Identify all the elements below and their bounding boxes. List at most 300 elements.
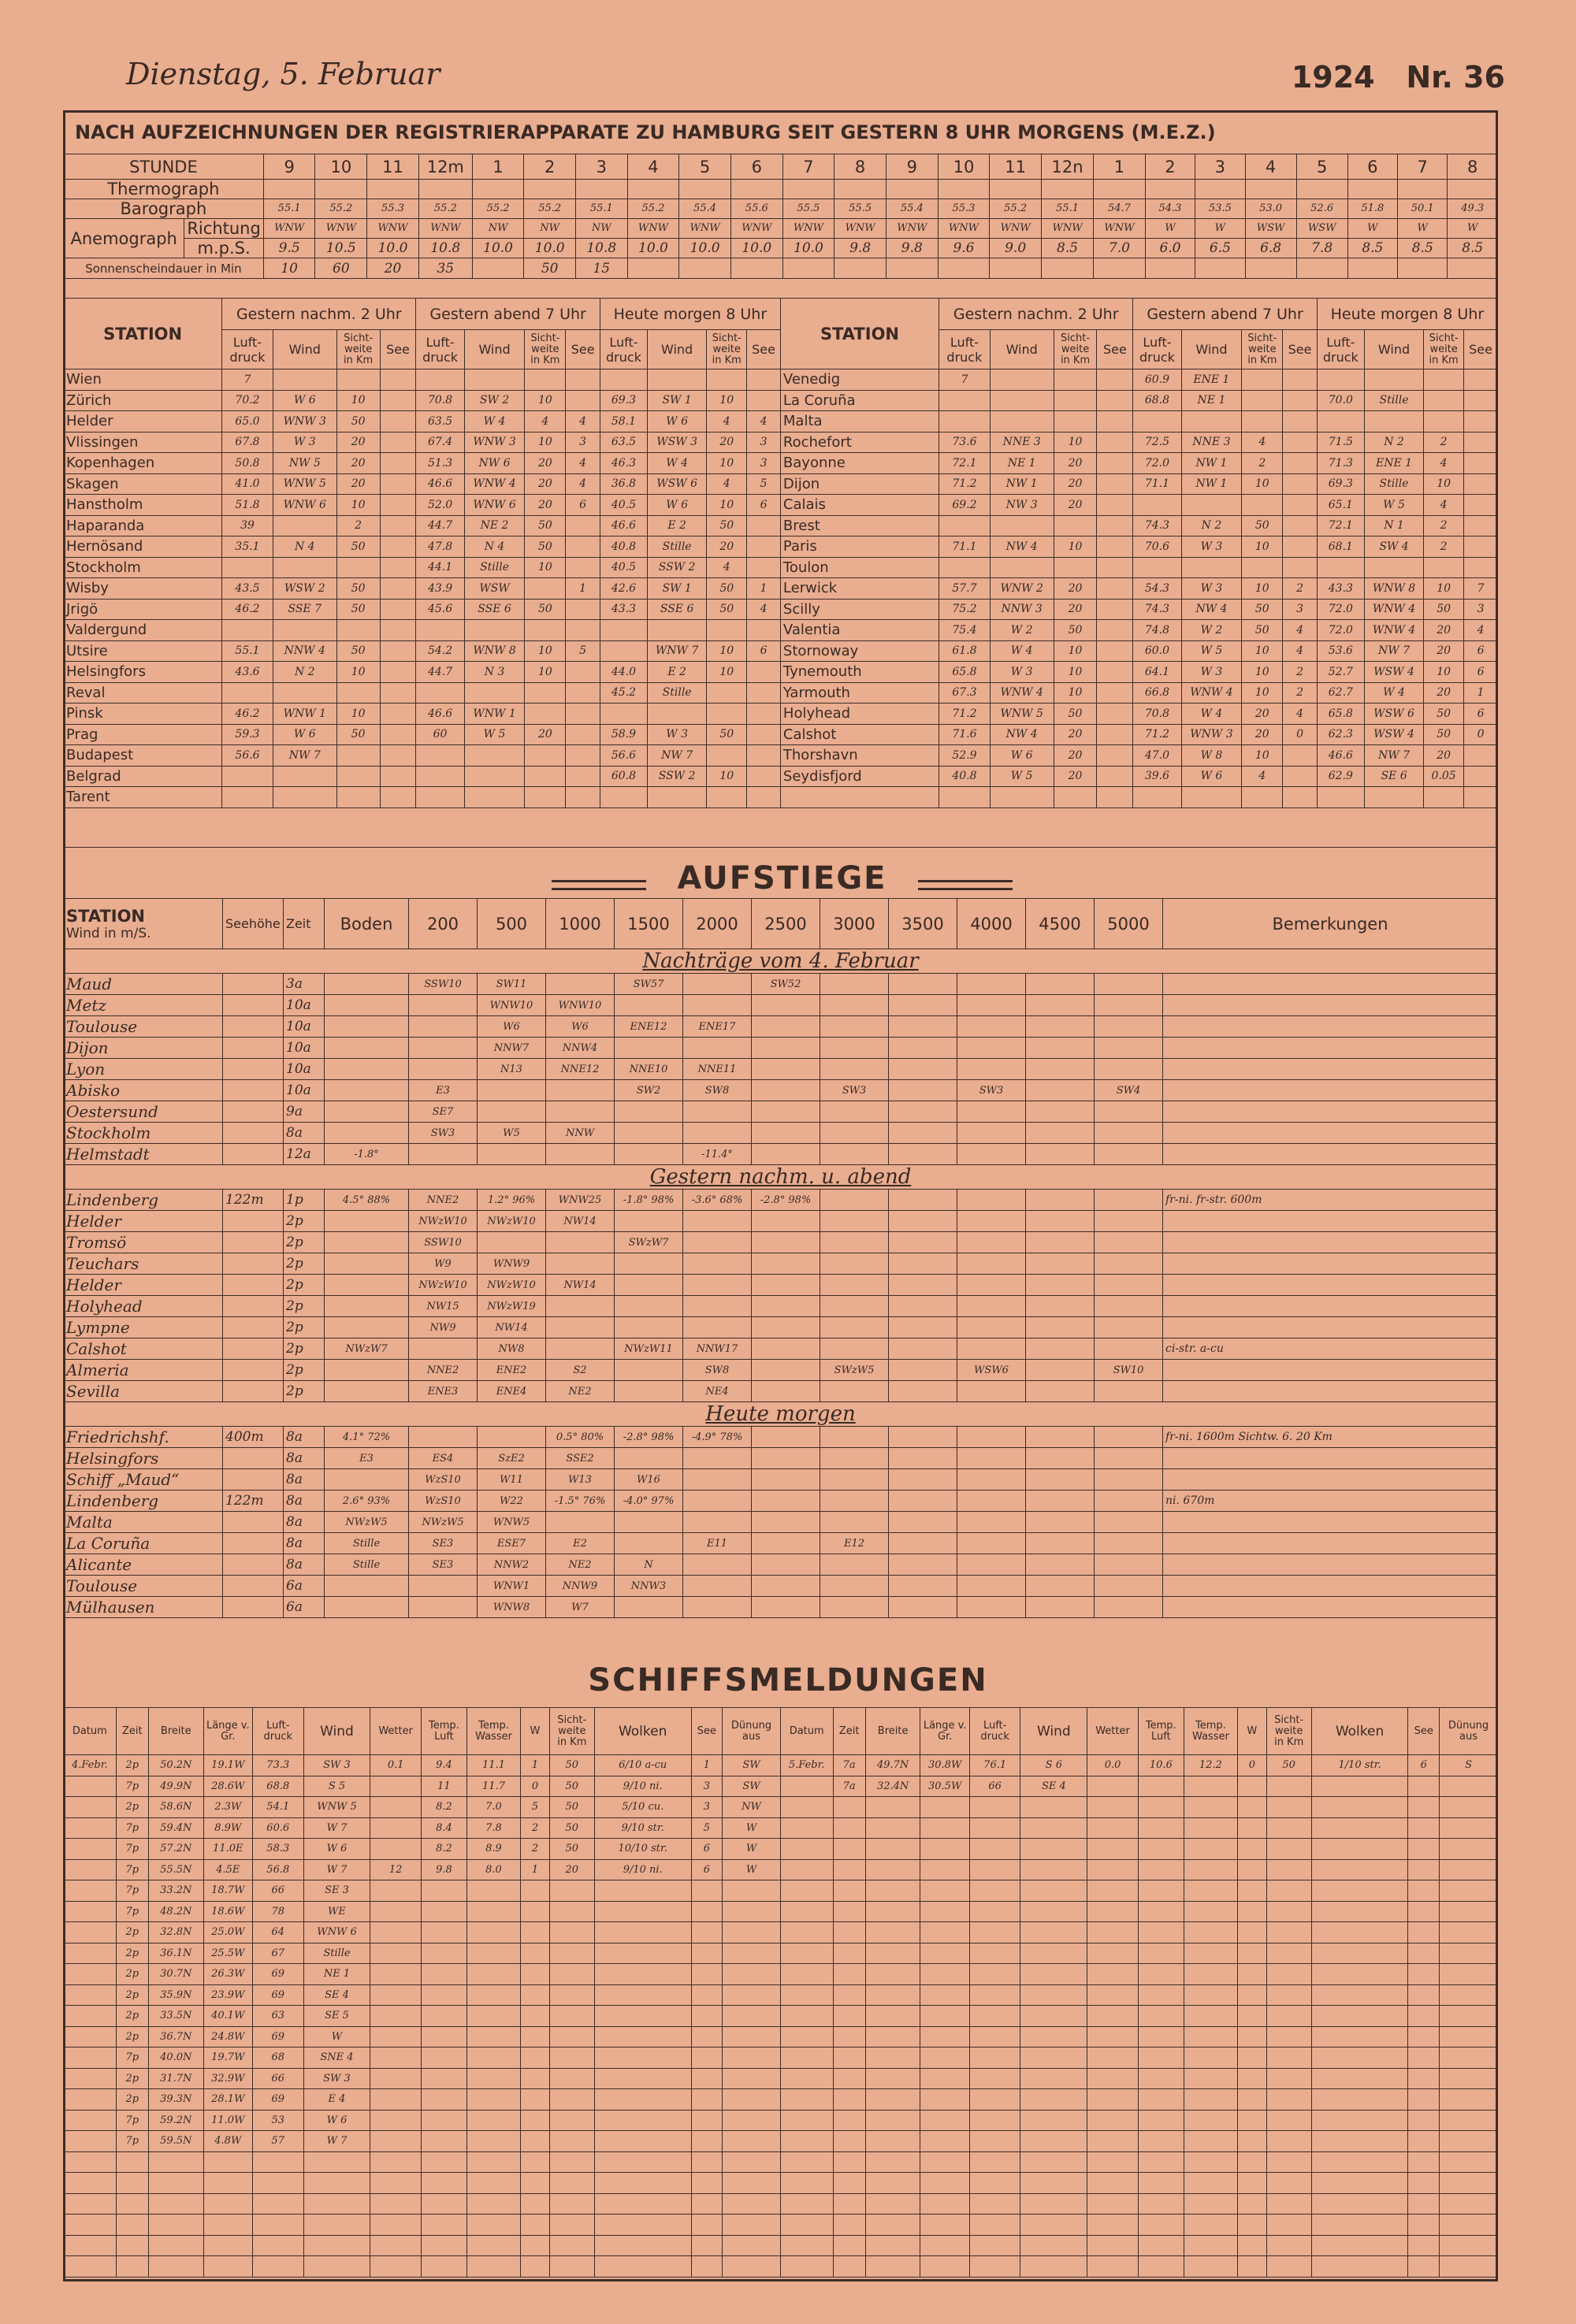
station-value — [525, 620, 566, 641]
schiff-value — [1184, 2193, 1237, 2214]
aufstieg-value — [615, 1360, 683, 1381]
schiff-value — [780, 1984, 833, 2006]
schiff-value — [521, 2151, 550, 2173]
subheader-sicht: Sicht-weite in Km — [1054, 330, 1097, 369]
station-value — [1242, 369, 1283, 391]
aufstieg-station: Schiff „Maud“ — [64, 1469, 223, 1491]
station-value — [464, 620, 525, 641]
schiff-value — [920, 2214, 969, 2236]
aufstieg-row — [64, 1448, 1498, 1469]
schiff-value: S 5 — [303, 1776, 370, 1797]
aufstieg-value: -2.8° 98% — [615, 1427, 683, 1448]
schiff-value — [1266, 1943, 1311, 1964]
aufstieg-value: NWzW10 — [478, 1211, 546, 1232]
schiff-value — [969, 1859, 1020, 1880]
period-header: Heute morgen 8 Uhr — [1317, 299, 1497, 330]
station-value: 20 — [1054, 766, 1097, 787]
station-value: W 4 — [464, 411, 525, 433]
aufstieg-value — [1026, 1016, 1095, 1038]
aufstieg-value — [325, 1360, 409, 1381]
schiff-value — [969, 1922, 1020, 1943]
aufstieg-value — [546, 1080, 615, 1101]
schiff-value — [833, 1922, 865, 1943]
aufstieg-value: NNE2 — [409, 1190, 478, 1211]
aufstieg-value — [1026, 1381, 1095, 1402]
aufstieg-value: WzS10 — [409, 1491, 478, 1512]
aufstieg-zeit: 1p — [284, 1190, 325, 1211]
thermograph-cell — [1041, 180, 1093, 199]
station-value — [1283, 787, 1318, 808]
schiff-value — [370, 2151, 422, 2173]
station-value — [1424, 787, 1464, 808]
schiff-value: 2p — [116, 1922, 148, 1943]
aufstieg-value — [1026, 1427, 1095, 1448]
schiff-value — [1237, 1797, 1266, 1818]
schiff-value — [1020, 1839, 1087, 1860]
aufstieg-value — [409, 1038, 478, 1059]
schiff-value — [1184, 2151, 1237, 2173]
schiff-row — [64, 1901, 1498, 1922]
schiff-value: 64 — [253, 1922, 304, 1943]
schiff-value — [1237, 2047, 1266, 2069]
schiff-value — [421, 2026, 466, 2047]
schiff-col-header: Länge v. Gr. — [920, 1708, 969, 1755]
station-value: SSE 6 — [648, 599, 707, 620]
schiff-value — [1440, 2110, 1498, 2131]
station-name: Utsire — [64, 640, 222, 662]
schiff-value: 33.2N — [148, 1880, 203, 1902]
schiff-value — [1408, 2047, 1440, 2069]
schiff-col-header: Wolken — [594, 1708, 691, 1755]
schiff-value — [521, 2006, 550, 2027]
aufstieg-zeit: 10a — [284, 995, 325, 1016]
aufstieg-value: NNE11 — [683, 1059, 752, 1080]
schiff-value — [1087, 2110, 1139, 2131]
station-value: 72.1 — [939, 453, 991, 474]
schiff-value: 49.9N — [148, 1776, 203, 1797]
aufstieg-row — [64, 1275, 1498, 1296]
station-value — [1097, 369, 1133, 391]
schiff-value — [780, 1943, 833, 1964]
hour-cell: 4 — [1245, 154, 1296, 180]
aufstieg-note — [1163, 995, 1498, 1016]
aufstieg-value — [1026, 1554, 1095, 1576]
hour-cell: 12m — [418, 154, 472, 180]
station-value: 7 — [939, 369, 991, 391]
schiff-col-header: Länge v. Gr. — [203, 1708, 252, 1755]
schiff-value — [549, 1984, 594, 2006]
station-value: 10 — [1424, 578, 1464, 600]
aufstieg-value: SW52 — [752, 974, 820, 995]
aufstieg-station: Metz — [64, 995, 223, 1016]
aufstieg-value: ESE7 — [478, 1533, 546, 1554]
station-value — [1283, 515, 1318, 536]
aufstieg-value: E3 — [409, 1080, 478, 1101]
schiff-value — [969, 2193, 1020, 2214]
schiff-value — [521, 2026, 550, 2047]
aufstieg-zeit: 10a — [284, 1038, 325, 1059]
hour-cell: 4 — [627, 154, 679, 180]
aufstieg-value: W22 — [478, 1491, 546, 1512]
station-value: W 5 — [1181, 640, 1242, 662]
sonnen-cell — [1041, 258, 1093, 279]
station-value: 44.1 — [416, 557, 464, 578]
station-value: 10 — [1054, 640, 1097, 662]
station-value: 10 — [1242, 682, 1283, 704]
aufstieg-note — [1163, 1554, 1498, 1576]
station-value: WNW 3 — [1181, 724, 1242, 745]
aufstieg-station: Helder — [64, 1275, 223, 1296]
station-value — [1097, 745, 1133, 767]
aufstieg-value: ES4 — [409, 1448, 478, 1469]
station-value: 69.2 — [939, 495, 991, 516]
aufstieg-note — [1163, 1317, 1498, 1338]
level-header: 2500 — [752, 899, 820, 949]
schiff-value — [1440, 1943, 1498, 1964]
schiff-value — [1020, 2047, 1087, 2069]
wind-unit-label: Wind in m/S. — [66, 925, 151, 941]
schiff-value — [1087, 2089, 1139, 2111]
station-value: SSE 7 — [273, 599, 336, 620]
station-value — [464, 682, 525, 704]
aufstieg-value — [820, 1554, 889, 1576]
aufstieg-value — [889, 1232, 957, 1253]
station-value: 2 — [1424, 515, 1464, 536]
station-value: 20 — [1054, 473, 1097, 495]
aufstieg-zeit: 2p — [284, 1211, 325, 1232]
aufstieg-note — [1163, 1144, 1498, 1165]
station-value: 42.6 — [600, 578, 647, 600]
station-value — [566, 390, 600, 411]
station-name: Belgrad — [64, 766, 222, 787]
aufstieg-value — [325, 1016, 409, 1038]
schiff-value: 69 — [253, 1964, 304, 1985]
schiff-value — [421, 2235, 466, 2256]
station-value — [1097, 515, 1133, 536]
schiff-value: W 7 — [303, 1859, 370, 1880]
aufstieg-seehoehe — [223, 1597, 284, 1618]
station-name: Budapest — [64, 745, 222, 767]
station-value — [648, 787, 707, 808]
station-value: 71.2 — [939, 473, 991, 495]
aufstieg-value — [1026, 1190, 1095, 1211]
aufstieg-zeit: 2p — [284, 1338, 325, 1360]
station-value — [1283, 411, 1318, 433]
schiff-value — [1266, 1964, 1311, 1985]
schiff-value: 7.0 — [466, 1797, 520, 1818]
schiff-value — [1311, 2214, 1408, 2236]
station-value: 2 — [1283, 682, 1318, 704]
station-name: Stornoway — [780, 640, 939, 662]
schiff-value — [1138, 1943, 1184, 1964]
schiff-value — [421, 2110, 466, 2131]
schiff-value — [1440, 2131, 1498, 2152]
schiff-value — [691, 1964, 723, 1985]
schiff-value — [1408, 1880, 1440, 1902]
station-value — [1464, 390, 1498, 411]
station-value: N 2 — [273, 662, 336, 683]
schiff-value: 5/10 cu. — [594, 1797, 691, 1818]
schiff-value — [1138, 1776, 1184, 1797]
barograph-cell: 54.3 — [1145, 199, 1195, 219]
schiff-value — [691, 2068, 723, 2089]
aufstieg-value: 0.5° 80% — [546, 1427, 615, 1448]
schiff-value — [521, 1943, 550, 1964]
aufstieg-seehoehe — [223, 1080, 284, 1101]
schiff-value — [1138, 2089, 1184, 2111]
aufstieg-value — [957, 1338, 1026, 1360]
aufstieg-value — [683, 1469, 752, 1491]
schiff-value: 7a — [833, 1755, 865, 1776]
station-value — [1097, 453, 1133, 474]
station-value — [1133, 495, 1181, 516]
schiff-value: 8.9 — [466, 1839, 520, 1860]
aufstieg-value — [615, 1296, 683, 1317]
station-value: 60.9 — [1133, 369, 1181, 391]
aufstieg-value — [820, 1123, 889, 1144]
station-value — [1097, 724, 1133, 745]
schiff-value: 1 — [521, 1755, 550, 1776]
schiff-value — [691, 1922, 723, 1943]
aufstieg-value — [957, 1448, 1026, 1469]
schiff-value — [1311, 2173, 1408, 2194]
station-name: Helsingfors — [64, 662, 222, 683]
schiff-value — [920, 1964, 969, 1985]
richtung-cell: W — [1145, 219, 1195, 239]
mps-cell: 9.0 — [990, 239, 1042, 258]
schiff-value — [1184, 1859, 1237, 1880]
station-value: W 3 — [1181, 662, 1242, 683]
schiff-value: 4.Febr. — [64, 1755, 117, 1776]
schiff-value — [116, 2256, 148, 2278]
schiff-value — [1087, 1943, 1139, 1964]
aufstieg-value — [752, 1101, 820, 1123]
aufstieg-value — [615, 1448, 683, 1469]
station-value: 4 — [566, 411, 600, 433]
schiff-value — [521, 2047, 550, 2069]
aufstieg-value — [409, 1576, 478, 1597]
station-value: 65.0 — [222, 411, 273, 433]
station-value — [380, 536, 416, 558]
mps-cell: 8.5 — [1347, 239, 1397, 258]
schiff-value — [865, 2047, 920, 2069]
station-value — [566, 557, 600, 578]
aufstieg-value — [1026, 974, 1095, 995]
station-value: 73.6 — [939, 432, 991, 453]
aufstieg-value — [325, 1296, 409, 1317]
aufstieg-seehoehe — [223, 1038, 284, 1059]
aufstieg-value: E11 — [683, 1533, 752, 1554]
schiff-value — [865, 1880, 920, 1902]
richtung-cell: W — [1195, 219, 1245, 239]
sonnen-cell: 50 — [524, 258, 576, 279]
schiff-value — [1408, 1859, 1440, 1880]
schiff-value — [1020, 2256, 1087, 2278]
schiff-value — [833, 2235, 865, 2256]
station-value — [380, 745, 416, 767]
aufstieg-value — [409, 1059, 478, 1080]
aufstieg-note: ci-str. a-cu — [1163, 1338, 1498, 1360]
schiff-value — [1311, 1859, 1408, 1880]
station-name: Tarent — [64, 787, 222, 808]
schiff-value: WE — [303, 1901, 370, 1922]
station-value: 56.6 — [600, 745, 647, 767]
schiff-value — [920, 1817, 969, 1839]
aufstieg-value — [820, 1144, 889, 1165]
station-row — [64, 536, 1498, 558]
schiff-value — [466, 2026, 520, 2047]
schiff-value — [64, 1776, 117, 1797]
aufstieg-zeit: 8a — [284, 1427, 325, 1448]
schiff-value: 73.3 — [253, 1755, 304, 1776]
station-value: W 6 — [273, 724, 336, 745]
schiff-col-header: Wind — [1020, 1708, 1087, 1755]
aufstieg-seehoehe — [223, 1554, 284, 1576]
schiff-value — [780, 2089, 833, 2111]
station-value — [566, 515, 600, 536]
station-value: Stille — [648, 682, 707, 704]
hour-cell: 1 — [1094, 154, 1146, 180]
station-value — [1133, 411, 1181, 433]
schiff-value: W — [723, 1839, 781, 1860]
station-value: WSW 2 — [273, 578, 336, 600]
schiff-value — [549, 2256, 594, 2278]
schiff-value — [780, 2068, 833, 2089]
schiff-value: 2 — [521, 1839, 550, 1860]
aufstieg-value — [1095, 1101, 1163, 1123]
schiff-value — [1266, 1839, 1311, 1860]
aufstieg-row — [64, 1427, 1498, 1448]
schiff-value — [303, 2151, 370, 2173]
schiff-value: 33.5N — [148, 2006, 203, 2027]
station-value — [1464, 432, 1498, 453]
mps-cell: 9.8 — [834, 239, 886, 258]
station-value: WSW 6 — [1364, 704, 1423, 725]
aufstieg-value — [325, 1381, 409, 1402]
station-value: 72.0 — [1133, 453, 1181, 474]
schiff-value — [1440, 2006, 1498, 2027]
hour-cell: 10 — [938, 154, 990, 180]
station-value: 10 — [525, 640, 566, 662]
station-value — [566, 662, 600, 683]
schiff-value — [780, 2131, 833, 2152]
station-value: NNE 3 — [1181, 432, 1242, 453]
schiff-value — [1266, 2214, 1311, 2236]
schiff-value — [1266, 2131, 1311, 2152]
aufstieg-seehoehe — [223, 1232, 284, 1253]
station-value — [1464, 536, 1498, 558]
period-header: Gestern nachm. 2 Uhr — [222, 299, 416, 330]
aufstieg-value — [820, 1296, 889, 1317]
level-header: 5000 — [1095, 899, 1163, 949]
schiff-value: 19.1W — [203, 1755, 252, 1776]
richtung-cell: WNW — [990, 219, 1042, 239]
aufstieg-seehoehe — [223, 1211, 284, 1232]
aufstieg-value — [820, 1101, 889, 1123]
station-value: 46.6 — [1317, 745, 1364, 767]
aufstieg-value — [752, 1296, 820, 1317]
aufstieg-value — [1026, 1123, 1095, 1144]
sonnen-cell — [1448, 258, 1498, 279]
schiff-value — [594, 1901, 691, 1922]
schiff-value — [1408, 1964, 1440, 1985]
schiff-value — [833, 2006, 865, 2027]
schiff-value: 66 — [253, 1880, 304, 1902]
station-value: 50 — [1054, 704, 1097, 725]
station-value — [525, 787, 566, 808]
schiff-value — [370, 2173, 422, 2194]
schiff-value — [1266, 1797, 1311, 1818]
mps-cell: 10.0 — [730, 239, 782, 258]
schiff-value: 7p — [116, 1880, 148, 1902]
barograph-cell: 51.8 — [1347, 199, 1397, 219]
station-value: W 6 — [648, 411, 707, 433]
schiff-value — [833, 2068, 865, 2089]
schiff-value: 1/10 str. — [1311, 1755, 1408, 1776]
aufstieg-value — [752, 1275, 820, 1296]
schiff-value — [1020, 1797, 1087, 1818]
station-value — [525, 745, 566, 767]
schiff-value: 35.9N — [148, 1984, 203, 2006]
station-value: 4 — [525, 411, 566, 433]
schiff-value: 18.6W — [203, 1901, 252, 1922]
schiff-value — [594, 2047, 691, 2069]
aufstieg-zeit: 10a — [284, 1059, 325, 1080]
schiff-value — [1311, 2131, 1408, 2152]
aufstieg-note — [1163, 1275, 1498, 1296]
level-header: 4000 — [957, 899, 1026, 949]
aufstieg-station: Helmstadt — [64, 1144, 223, 1165]
schiff-value — [370, 2193, 422, 2214]
aufstieg-value — [615, 1101, 683, 1123]
schiff-value — [1184, 1776, 1237, 1797]
schiff-value — [833, 1817, 865, 1839]
schiff-value — [203, 2193, 252, 2214]
schiff-value — [1408, 2193, 1440, 2214]
station-value: 50 — [336, 724, 380, 745]
schiff-value — [723, 2068, 781, 2089]
station-value — [222, 766, 273, 787]
schiff-value: 7p — [116, 2110, 148, 2131]
aufstieg-note — [1163, 1059, 1498, 1080]
schiff-value: 69 — [253, 1984, 304, 2006]
aufstieg-note — [1163, 1232, 1498, 1253]
schiff-row — [64, 2256, 1498, 2278]
aufstieg-value: NWzW5 — [325, 1512, 409, 1533]
schiff-value: 25.0W — [203, 1922, 252, 1943]
schiff-value — [116, 2151, 148, 2173]
aufstieg-value — [752, 1123, 820, 1144]
aufstieg-value — [820, 1469, 889, 1491]
station-name: Skagen — [64, 473, 222, 495]
mps-cell: 10.0 — [524, 239, 576, 258]
station-value — [1283, 432, 1318, 453]
schiff-value — [723, 2110, 781, 2131]
schiff-value — [691, 2110, 723, 2131]
station-value: N 2 — [1364, 432, 1423, 453]
schiff-value — [865, 1797, 920, 1818]
station-value — [1097, 787, 1133, 808]
year-number — [1292, 60, 1505, 95]
sonnen-cell — [1145, 258, 1195, 279]
schiff-value — [370, 1964, 422, 1985]
mps-cell: 8.5 — [1041, 239, 1093, 258]
aufstieg-value — [325, 995, 409, 1016]
station-value: NW 1 — [1181, 453, 1242, 474]
aufstieg-value — [1026, 1038, 1095, 1059]
aufstieg-value — [957, 1232, 1026, 1253]
aufstieg-value — [957, 1533, 1026, 1554]
